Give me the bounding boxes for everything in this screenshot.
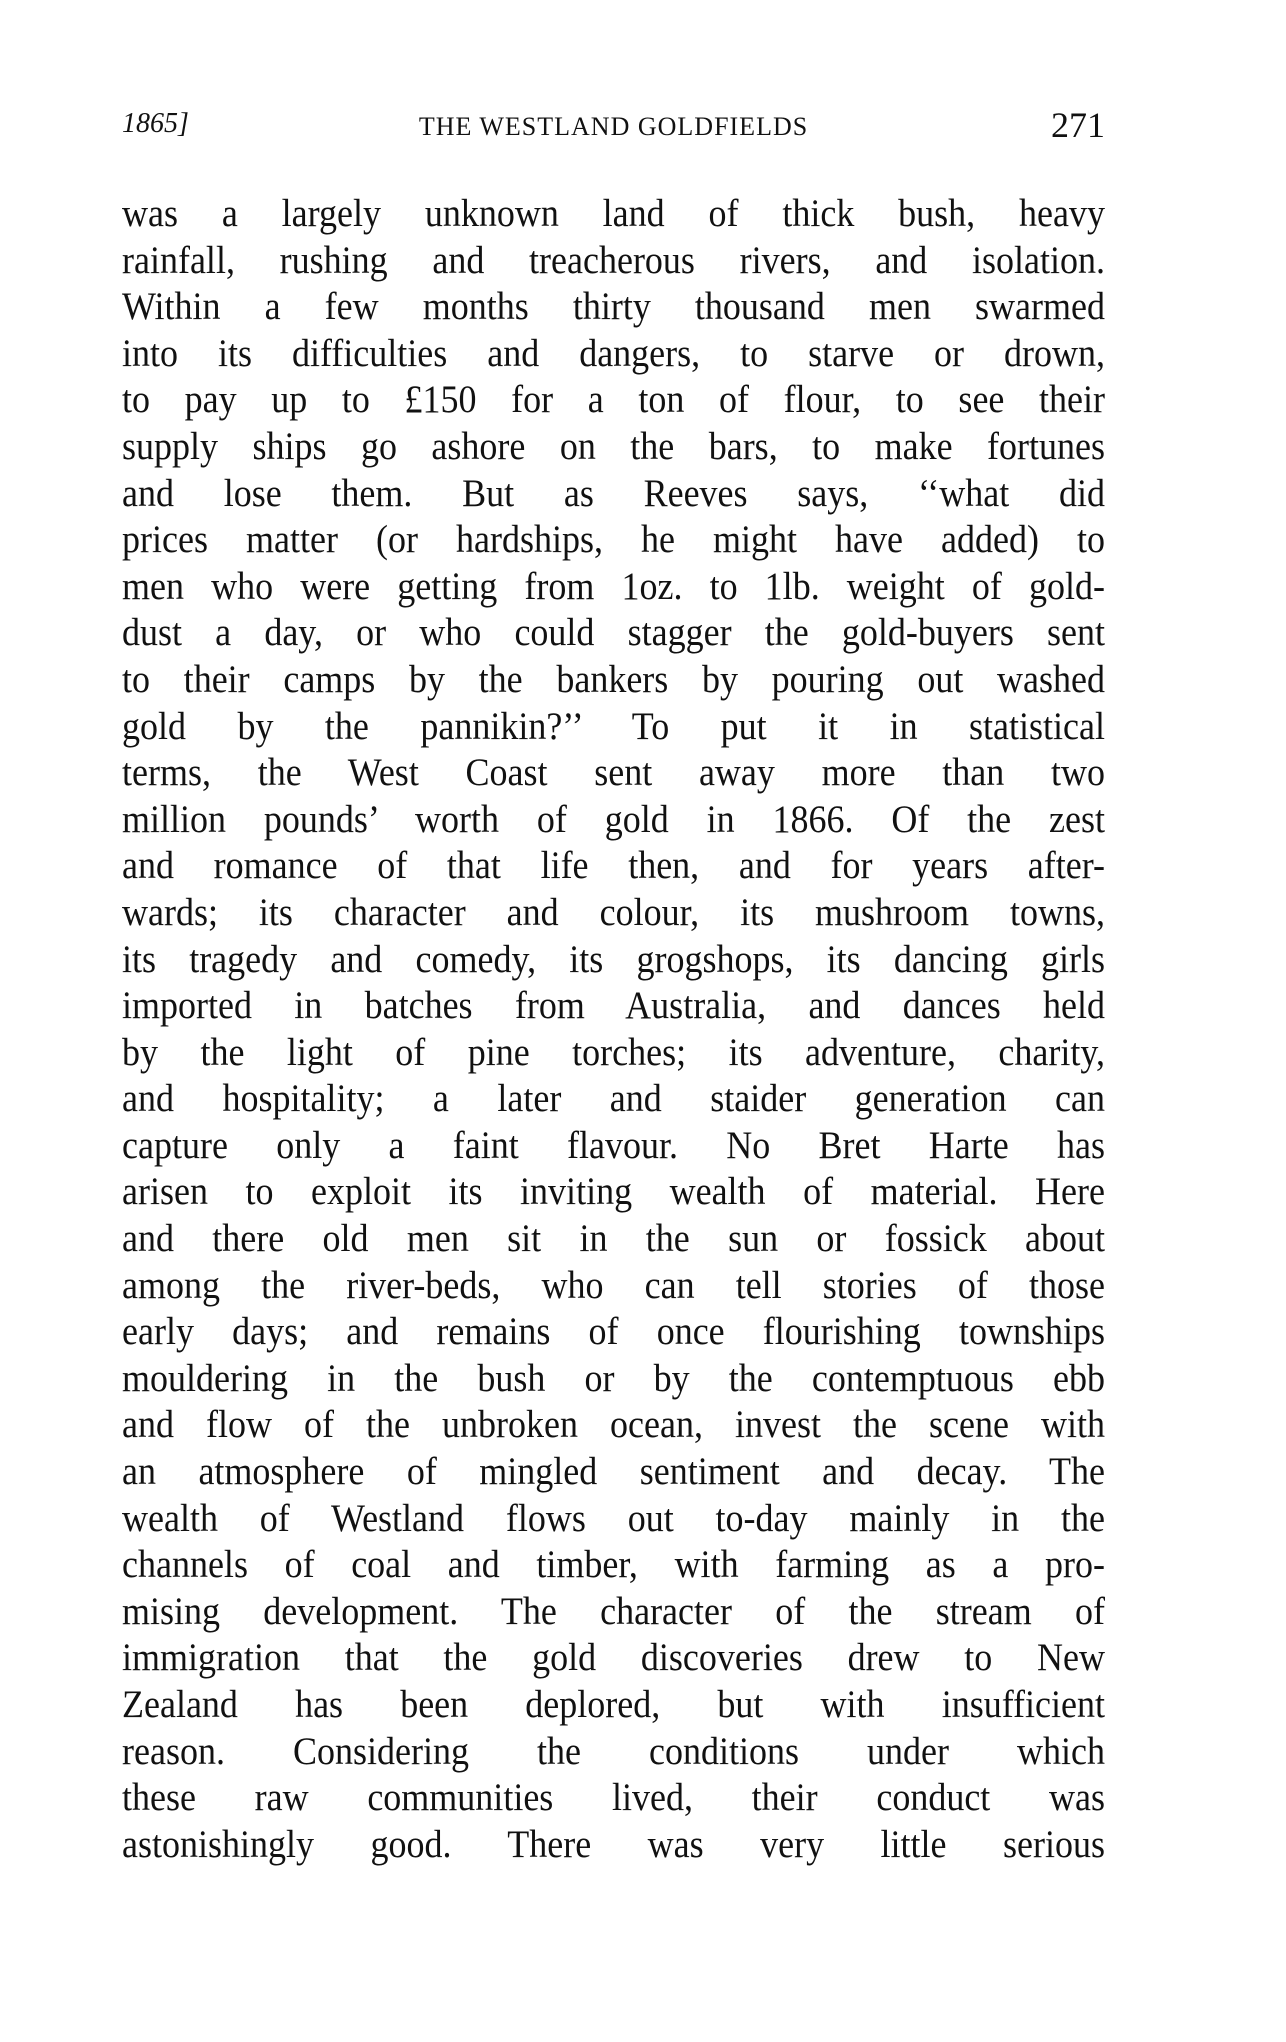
text-line: and hospitality; a later and staider generation can bbox=[122, 1076, 1105, 1121]
text-line: rainfall, rushing and treacherous rivers, and isolation. bbox=[122, 237, 1105, 282]
page-number: 271 bbox=[1051, 105, 1105, 145]
text-line: wards; its character and colour, its mushroom towns, bbox=[122, 889, 1105, 934]
text-line: imported in batches from Australia, and dances held bbox=[122, 983, 1105, 1028]
body-text bbox=[122, 190, 1105, 1867]
text-line: by the light of pine torches; its adventure, charity, bbox=[122, 1029, 1105, 1074]
text-line: these raw communities lived, their conduct was bbox=[122, 1775, 1105, 1820]
text-line: supply ships go ashore on the bars, to make fortunes bbox=[122, 423, 1105, 468]
text-line: mising development. The character of the stream of bbox=[122, 1588, 1105, 1633]
text-line: and romance of that life then, and for years after- bbox=[122, 843, 1105, 888]
text-line: and there old men sit in the sun or fossick about bbox=[122, 1216, 1105, 1261]
text-line: million pounds’ worth of gold in 1866. Of the zest bbox=[122, 796, 1105, 841]
text-line: and lose them. But as Reeves says, ‘‘what did bbox=[122, 470, 1105, 515]
running-header bbox=[122, 104, 1105, 150]
text-line: astonishingly good. There was very little serious bbox=[122, 1821, 1105, 1866]
header-title: THE WESTLAND GOLDFIELDS bbox=[418, 112, 809, 141]
text-line: wealth of Westland flows out to-day mainly in the bbox=[122, 1495, 1105, 1540]
text-line: into its difficulties and dangers, to starve or drown, bbox=[122, 330, 1105, 375]
text-line: an atmosphere of mingled sentiment and decay. The bbox=[122, 1449, 1105, 1494]
text-line: to their camps by the bankers by pouring out washed bbox=[122, 656, 1105, 701]
text-line: Within a few months thirty thousand men swarmed bbox=[122, 284, 1105, 329]
text-line: and flow of the unbroken ocean, invest the scene with bbox=[122, 1402, 1105, 1447]
text-line: reason. Considering the conditions under which bbox=[122, 1728, 1105, 1773]
text-line: its tragedy and comedy, its grogshops, its dancing girls bbox=[122, 936, 1105, 981]
text-line: immigration that the gold discoveries drew to New bbox=[122, 1635, 1105, 1680]
text-line: was a largely unknown land of thick bush, heavy bbox=[122, 190, 1105, 235]
text-line: gold by the pannikin?’’ To put it in statistical bbox=[122, 703, 1105, 748]
text-line: men who were getting from 1oz. to 1lb. weight of gold- bbox=[122, 563, 1105, 608]
text-line: arisen to exploit its inviting wealth of material. Here bbox=[122, 1169, 1105, 1214]
text-line: channels of coal and timber, with farming as a pro- bbox=[122, 1542, 1105, 1587]
text-line: among the river-beds, who can tell stories of those bbox=[122, 1262, 1105, 1307]
text-line: prices matter (or hardships, he might have added) to bbox=[122, 517, 1105, 562]
text-line: capture only a faint flavour. No Bret Harte has bbox=[122, 1122, 1105, 1167]
text-line: Zealand has been deplored, but with insufficient bbox=[122, 1681, 1105, 1726]
header-year: 1865] bbox=[122, 108, 189, 139]
text-line: to pay up to £150 for a ton of flour, to see their bbox=[122, 377, 1105, 422]
text-line: early days; and remains of once flourishing townships bbox=[122, 1309, 1105, 1354]
text-line: mouldering in the bush or by the contemptuous ebb bbox=[122, 1355, 1105, 1400]
text-line: dust a day, or who could stagger the gold-buyers sent bbox=[122, 610, 1105, 655]
text-line: terms, the West Coast sent away more than two bbox=[122, 750, 1105, 795]
